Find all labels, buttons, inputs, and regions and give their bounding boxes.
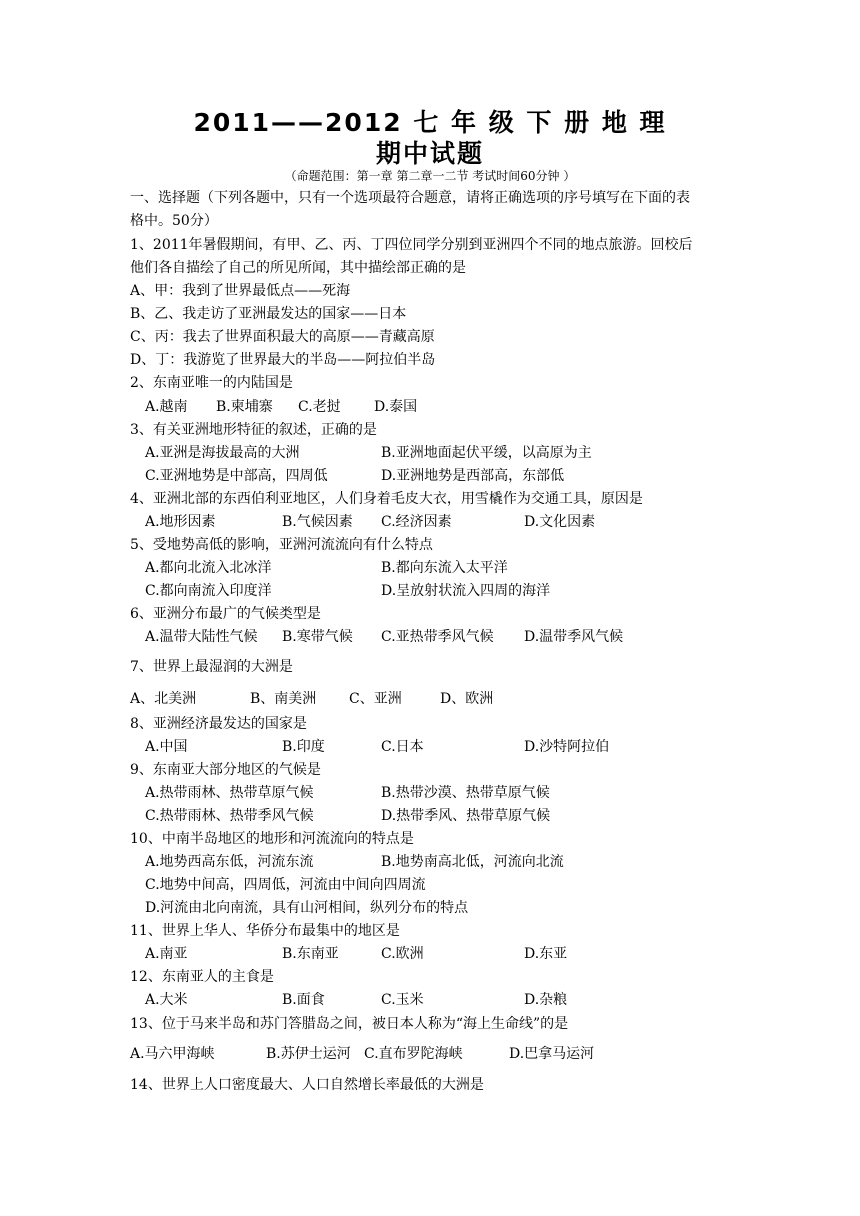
option: A.地势西高东低，河流东流 bbox=[145, 854, 314, 870]
option: D.亚洲地势是西部高，东部低 bbox=[381, 468, 565, 484]
option: D.温带季风气候 bbox=[524, 629, 624, 645]
question-stem: 7、世界上最湿润的大洲是 bbox=[130, 659, 293, 675]
question-stem: 10、中南半岛地区的地形和河流流向的特点是 bbox=[130, 831, 414, 847]
question-stem: 5、受地势高低的影响，亚洲河流流向有什么特点 bbox=[130, 537, 433, 553]
option: B.面食 bbox=[282, 992, 325, 1008]
option: D.沙特阿拉伯 bbox=[524, 739, 610, 755]
option: B、乙、我走访了亚洲最发达的国家——日本 bbox=[130, 306, 407, 322]
question-stem: 他们各自描绘了自己的所见所闻，其中描绘部正确的是 bbox=[130, 260, 466, 276]
option: C.欧洲 bbox=[381, 946, 424, 962]
question-stem: 14、世界上人口密度最大、人口自然增长率最低的大洲是 bbox=[130, 1077, 484, 1093]
option: A、甲：我到了世界最低点——死海 bbox=[130, 283, 351, 299]
option: A.南亚 bbox=[145, 946, 188, 962]
option: C.直布罗陀海峡 bbox=[364, 1046, 463, 1062]
question-stem: 2、东南亚唯一的内陆国是 bbox=[130, 375, 293, 391]
option: B.柬埔寨 bbox=[216, 399, 273, 415]
option: C.经济因素 bbox=[381, 514, 452, 530]
option: A、北美洲 bbox=[130, 691, 197, 707]
option: D.河流由北向南流，具有山河相间，纵列分布的特点 bbox=[145, 900, 469, 916]
option: C、丙：我去了世界面积最大的高原——青藏高原 bbox=[130, 329, 435, 345]
option: A.温带大陆性气候 bbox=[145, 629, 258, 645]
option: C.亚洲地势是中部高，四周低 bbox=[145, 468, 328, 484]
option: D.巴拿马运河 bbox=[509, 1046, 595, 1062]
option: A.都向北流入北冰洋 bbox=[145, 560, 272, 576]
option: B.亚洲地面起伏平缓，以高原为主 bbox=[381, 445, 592, 461]
exam-scope-note: （命题范围：第一章 第二章一二节 考试时间60分钟 ） bbox=[284, 169, 576, 183]
question-stem: 13、位于马来半岛和苏门答腊岛之间，被日本人称为“海上生命线”的是 bbox=[130, 1016, 569, 1032]
option: D.文化因素 bbox=[524, 514, 596, 530]
option: B.苏伊士运河 bbox=[266, 1046, 351, 1062]
section-intro: 一、选择题（下列各题中，只有一个选项最符合题意，请将正确选项的序号填写在下面的表 bbox=[130, 190, 690, 206]
question-stem: 11、世界上华人、华侨分布最集中的地区是 bbox=[130, 923, 400, 939]
question-stem: 3、有关亚洲地形特征的叙述，正确的是 bbox=[130, 422, 377, 438]
section-intro: 格中。50分） bbox=[130, 213, 218, 229]
option: A.热带雨林、热带草原气候 bbox=[145, 785, 314, 801]
option: C、亚洲 bbox=[349, 691, 402, 707]
question-stem: 12、东南亚人的主食是 bbox=[130, 969, 274, 985]
option: B.东南亚 bbox=[282, 946, 339, 962]
option: B.热带沙漠、热带草原气候 bbox=[381, 785, 550, 801]
question-stem: 4、亚洲北部的东西伯利亚地区，人们身着毛皮大衣，用雪橇作为交通工具，原因是 bbox=[130, 491, 643, 507]
option: D.杂粮 bbox=[524, 992, 568, 1008]
option: B.都向东流入太平洋 bbox=[381, 560, 508, 576]
option: D、欧洲 bbox=[440, 691, 494, 707]
option: C.亚热带季风气候 bbox=[381, 629, 494, 645]
option: C.都向南流入印度洋 bbox=[145, 583, 272, 599]
question-stem: 6、亚洲分布最广的气候类型是 bbox=[130, 606, 321, 622]
option: D.热带季风、热带草原气候 bbox=[381, 808, 551, 824]
question-stem: 1、2011年暑假期间，有甲、乙、丙、丁四位同学分别到亚洲四个不同的地点旅游。回校后 bbox=[130, 237, 693, 253]
option: A.亚洲是海拔最高的大洲 bbox=[145, 445, 300, 461]
option: A.越南 bbox=[145, 399, 188, 415]
option: A.大米 bbox=[145, 992, 188, 1008]
option: D.呈放射状流入四周的海洋 bbox=[381, 583, 551, 599]
option: C.老挝 bbox=[298, 399, 341, 415]
exam-subtitle-title: 期中试题 bbox=[375, 139, 484, 168]
question-stem: 8、亚洲经济最发达的国家是 bbox=[130, 716, 307, 732]
option: A.中国 bbox=[145, 739, 188, 755]
option: C.玉米 bbox=[381, 992, 424, 1008]
option: A.地形因素 bbox=[145, 514, 216, 530]
option: A.马六甲海峡 bbox=[130, 1046, 215, 1062]
question-stem: 9、东南亚大部分地区的气候是 bbox=[130, 762, 321, 778]
option: B.印度 bbox=[282, 739, 325, 755]
option: B、南美洲 bbox=[250, 691, 317, 707]
option: C.热带雨林、热带季风气候 bbox=[145, 808, 314, 824]
exam-title: 2011——2012 七 年 级 下 册 地 理 bbox=[193, 108, 667, 137]
option: C.地势中间高，四周低，河流由中间向四周流 bbox=[145, 877, 426, 893]
option: D.东亚 bbox=[524, 946, 568, 962]
option: B.气候因素 bbox=[282, 514, 353, 530]
option: D、丁：我游览了世界最大的半岛——阿拉伯半岛 bbox=[130, 352, 436, 368]
option: B.地势南高北低，河流向北流 bbox=[381, 854, 564, 870]
option: B.寒带气候 bbox=[282, 629, 353, 645]
option: C.日本 bbox=[381, 739, 424, 755]
option: D.泰国 bbox=[374, 399, 418, 415]
